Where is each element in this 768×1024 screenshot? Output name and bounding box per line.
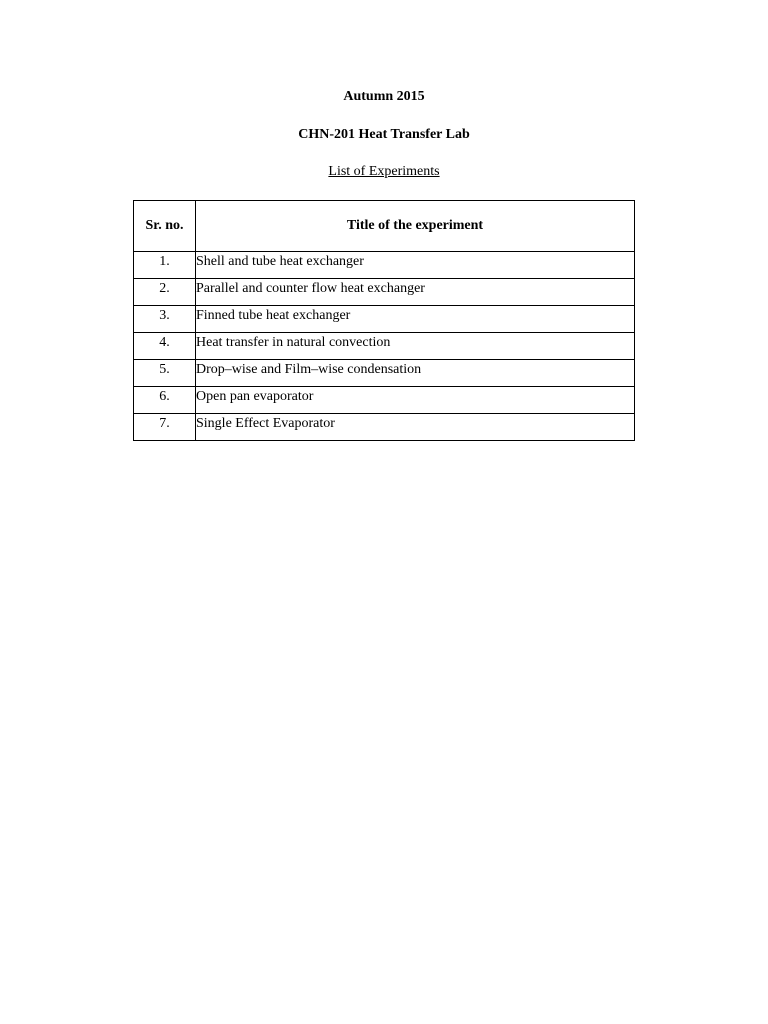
- table-row: [134, 252, 635, 279]
- row-sr-cell: 4.: [134, 333, 196, 360]
- table-row: [134, 360, 635, 387]
- row-title-cell: Shell and tube heat exchanger: [196, 252, 635, 279]
- row-title-cell: Drop–wise and Film–wise condensation: [196, 360, 635, 387]
- table-row: [134, 333, 635, 360]
- row-sr-cell: 5.: [134, 360, 196, 387]
- row-title-cell: Heat transfer in natural convection: [196, 333, 635, 360]
- row-sr-cell: 6.: [134, 387, 196, 414]
- table-row: [134, 306, 635, 333]
- row-title-cell: Parallel and counter flow heat exchanger: [196, 279, 635, 306]
- table-row: [134, 279, 635, 306]
- row-sr-cell: 2.: [134, 279, 196, 306]
- term-heading: Autumn 2015: [343, 89, 425, 104]
- list-subtitle: List of Experiments: [328, 164, 440, 179]
- row-title-cell: Finned tube heat exchanger: [196, 306, 635, 333]
- row-sr-cell: 7.: [134, 414, 196, 441]
- row-sr-cell: 1.: [134, 252, 196, 279]
- table-header-row: [134, 201, 635, 252]
- table-row: [134, 387, 635, 414]
- course-title: CHN-201 Heat Transfer Lab: [298, 127, 470, 142]
- table-row: [134, 414, 635, 441]
- experiments-table: [133, 200, 635, 441]
- header-sr-no: Sr. no.: [134, 201, 196, 252]
- row-title-cell: Open pan evaporator: [196, 387, 635, 414]
- row-title-cell: Single Effect Evaporator: [196, 414, 635, 441]
- row-sr-cell: 3.: [134, 306, 196, 333]
- header-title: Title of the experiment: [196, 201, 635, 252]
